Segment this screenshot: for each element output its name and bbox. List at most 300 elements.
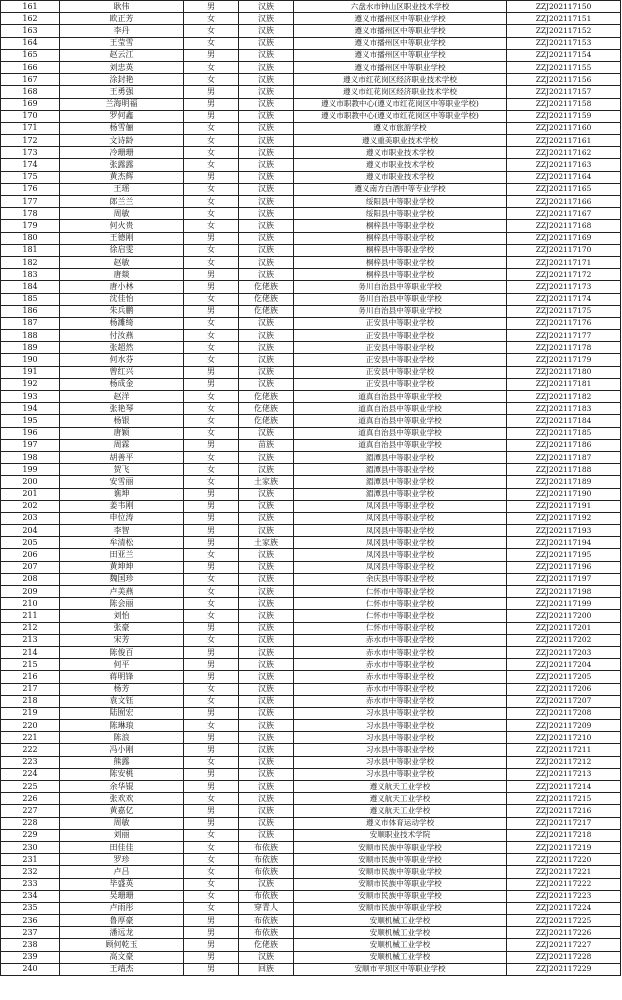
name-cell: 周霖 — [60, 439, 184, 451]
school-cell: 正安县中等职业学校 — [294, 330, 507, 342]
row-number-cell: 229 — [1, 829, 60, 841]
table-row — [1, 74, 621, 86]
table-row — [1, 293, 621, 305]
school-cell: 遵义市播州区中等职业学校 — [294, 37, 507, 49]
row-number-cell: 178 — [1, 208, 60, 220]
school-cell: 习水县中等职业学校 — [294, 768, 507, 780]
ethnicity-cell: 布依族 — [239, 890, 294, 902]
gender-cell: 男 — [184, 744, 239, 756]
certificate-id-cell: ZZJ202117195 — [507, 549, 621, 561]
row-number-cell: 170 — [1, 110, 60, 122]
school-cell: 湄潭县中等职业学校 — [294, 488, 507, 500]
certificate-id-cell: ZZJ202117201 — [507, 622, 621, 634]
table-row — [1, 451, 621, 463]
school-cell: 遵义市红花岗区经济职业技术学校 — [294, 86, 507, 98]
gender-cell: 男 — [184, 671, 239, 683]
row-number-cell: 203 — [1, 512, 60, 524]
ethnicity-cell: 土家族 — [239, 476, 294, 488]
ethnicity-cell: 汉族 — [239, 110, 294, 122]
gender-cell: 女 — [184, 244, 239, 256]
certificate-id-cell: ZZJ202117158 — [507, 98, 621, 110]
school-cell: 遵义航天工业学校 — [294, 805, 507, 817]
table-row — [1, 890, 621, 902]
school-cell: 习水县中等职业学校 — [294, 720, 507, 732]
table-row — [1, 586, 621, 598]
ethnicity-cell: 汉族 — [239, 244, 294, 256]
name-cell: 李智 — [60, 525, 184, 537]
gender-cell: 女 — [184, 196, 239, 208]
table-row — [1, 488, 621, 500]
ethnicity-cell: 汉族 — [239, 683, 294, 695]
school-cell: 赤水市中等职业学校 — [294, 671, 507, 683]
school-cell: 凤冈县中等职业学校 — [294, 500, 507, 512]
row-number-cell: 211 — [1, 610, 60, 622]
row-number-cell: 214 — [1, 646, 60, 658]
row-number-cell: 225 — [1, 781, 60, 793]
name-cell: 鲁厚豪 — [60, 915, 184, 927]
table-row — [1, 464, 621, 476]
ethnicity-cell: 汉族 — [239, 61, 294, 73]
certificate-id-cell: ZZJ202117180 — [507, 366, 621, 378]
table-row — [1, 720, 621, 732]
ethnicity-cell: 布依族 — [239, 854, 294, 866]
ethnicity-cell: 汉族 — [239, 464, 294, 476]
name-cell: 杨濉绮 — [60, 317, 184, 329]
name-cell: 杨银 — [60, 415, 184, 427]
name-cell: 朱兵鹏 — [60, 305, 184, 317]
row-number-cell: 233 — [1, 878, 60, 890]
ethnicity-cell: 汉族 — [239, 451, 294, 463]
gender-cell: 女 — [184, 122, 239, 134]
ethnicity-cell: 汉族 — [239, 74, 294, 86]
name-cell: 张欢欢 — [60, 793, 184, 805]
certificate-id-cell: ZZJ202117172 — [507, 269, 621, 281]
school-cell: 道真自治县中等职业学校 — [294, 439, 507, 451]
ethnicity-cell: 汉族 — [239, 756, 294, 768]
certificate-id-cell: ZZJ202117202 — [507, 634, 621, 646]
school-cell: 习水县中等职业学校 — [294, 744, 507, 756]
school-cell: 仁怀市中等职业学校 — [294, 586, 507, 598]
name-cell: 王德刚 — [60, 232, 184, 244]
certificate-id-cell: ZZJ202117219 — [507, 841, 621, 853]
school-cell: 务川自治县中等职业学校 — [294, 305, 507, 317]
table-row — [1, 927, 621, 939]
name-cell: 沈佳怡 — [60, 293, 184, 305]
gender-cell: 女 — [184, 391, 239, 403]
row-number-cell: 185 — [1, 293, 60, 305]
ethnicity-cell: 仡佬族 — [239, 415, 294, 427]
table-row — [1, 269, 621, 281]
table-row — [1, 598, 621, 610]
certificate-id-cell: ZZJ202117213 — [507, 768, 621, 780]
certificate-id-cell: ZZJ202117152 — [507, 25, 621, 37]
ethnicity-cell: 汉族 — [239, 744, 294, 756]
table-row — [1, 171, 621, 183]
gender-cell: 男 — [184, 439, 239, 451]
row-number-cell: 183 — [1, 269, 60, 281]
gender-cell: 男 — [184, 537, 239, 549]
gender-cell: 女 — [184, 220, 239, 232]
table-row — [1, 403, 621, 415]
school-cell: 绥阳县中等职业学校 — [294, 196, 507, 208]
name-cell: 卢雨彤 — [60, 902, 184, 914]
certificate-id-cell: ZZJ202117215 — [507, 793, 621, 805]
gender-cell: 男 — [184, 366, 239, 378]
certificate-id-cell: ZZJ202117189 — [507, 476, 621, 488]
name-cell: 姜韦刚 — [60, 500, 184, 512]
gender-cell: 女 — [184, 208, 239, 220]
name-cell: 付汝燕 — [60, 330, 184, 342]
table-row — [1, 317, 621, 329]
table-row — [1, 147, 621, 159]
row-number-cell: 212 — [1, 622, 60, 634]
school-cell: 遵义市职业技术学校 — [294, 159, 507, 171]
table-row — [1, 659, 621, 671]
school-cell: 安顺市民族中等职业学校 — [294, 854, 507, 866]
table-row — [1, 951, 621, 963]
ethnicity-cell: 汉族 — [239, 86, 294, 98]
row-number-cell: 168 — [1, 86, 60, 98]
gender-cell: 女 — [184, 415, 239, 427]
table-row — [1, 122, 621, 134]
table-row — [1, 196, 621, 208]
school-cell: 遵义南方白酒中等专业学校 — [294, 183, 507, 195]
name-cell: 张超然 — [60, 342, 184, 354]
name-cell: 胡善平 — [60, 451, 184, 463]
school-cell: 桐梓县中等职业学校 — [294, 244, 507, 256]
row-number-cell: 216 — [1, 671, 60, 683]
certificate-id-cell: ZZJ202117204 — [507, 659, 621, 671]
name-cell: 张艳琴 — [60, 403, 184, 415]
certificate-id-cell: ZZJ202117163 — [507, 159, 621, 171]
ethnicity-cell: 汉族 — [239, 732, 294, 744]
row-number-cell: 213 — [1, 634, 60, 646]
school-cell: 赤水市中等职业学校 — [294, 695, 507, 707]
certificate-id-cell: ZZJ202117200 — [507, 610, 621, 622]
certificate-id-cell: ZZJ202117182 — [507, 391, 621, 403]
certificate-id-cell: ZZJ202117216 — [507, 805, 621, 817]
table-row — [1, 549, 621, 561]
school-cell: 赤水市中等职业学校 — [294, 646, 507, 658]
gender-cell: 女 — [184, 573, 239, 585]
table-row — [1, 768, 621, 780]
table-row — [1, 220, 621, 232]
school-cell: 遵义市红花岗区经济职业技术学校 — [294, 74, 507, 86]
school-cell: 遵义市体育运动学校 — [294, 817, 507, 829]
school-cell: 仁怀市中等职业学校 — [294, 610, 507, 622]
ethnicity-cell: 汉族 — [239, 659, 294, 671]
ethnicity-cell: 汉族 — [239, 646, 294, 658]
row-number-cell: 202 — [1, 500, 60, 512]
gender-cell: 女 — [184, 793, 239, 805]
certificate-id-cell: ZZJ202117226 — [507, 927, 621, 939]
gender-cell: 男 — [184, 939, 239, 951]
row-number-cell: 215 — [1, 659, 60, 671]
table-row — [1, 86, 621, 98]
school-cell: 凤冈县中等职业学校 — [294, 512, 507, 524]
table-row — [1, 805, 621, 817]
gender-cell: 男 — [184, 86, 239, 98]
school-cell: 赤水市中等职业学校 — [294, 683, 507, 695]
row-number-cell: 182 — [1, 256, 60, 268]
certificate-id-cell: ZZJ202117198 — [507, 586, 621, 598]
school-cell: 习水县中等职业学校 — [294, 756, 507, 768]
name-cell: 谯坤 — [60, 488, 184, 500]
table-row — [1, 305, 621, 317]
table-row — [1, 135, 621, 147]
gender-cell: 女 — [184, 183, 239, 195]
certificate-id-cell: ZZJ202117187 — [507, 451, 621, 463]
name-cell: 贺飞 — [60, 464, 184, 476]
row-number-cell: 240 — [1, 963, 60, 975]
table-row — [1, 476, 621, 488]
ethnicity-cell: 汉族 — [239, 13, 294, 25]
table-row — [1, 110, 621, 122]
row-number-cell: 187 — [1, 317, 60, 329]
table-row — [1, 61, 621, 73]
gender-cell: 男 — [184, 488, 239, 500]
school-cell: 赤水市中等职业学校 — [294, 659, 507, 671]
table-row — [1, 98, 621, 110]
gender-cell: 女 — [184, 695, 239, 707]
row-number-cell: 167 — [1, 74, 60, 86]
gender-cell: 女 — [184, 330, 239, 342]
school-cell: 正安县中等职业学校 — [294, 366, 507, 378]
certificate-id-cell: ZZJ202117193 — [507, 525, 621, 537]
name-cell: 卢美燕 — [60, 586, 184, 598]
name-cell: 唐燚 — [60, 269, 184, 281]
table-row — [1, 366, 621, 378]
row-number-cell: 186 — [1, 305, 60, 317]
ethnicity-cell: 穿青人 — [239, 902, 294, 914]
school-cell: 仁怀市中等职业学校 — [294, 622, 507, 634]
school-cell: 六盘水市钟山区职业技术学校 — [294, 1, 507, 13]
ethnicity-cell: 仡佬族 — [239, 391, 294, 403]
gender-cell: 女 — [184, 586, 239, 598]
school-cell: 遵义市播州区中等职业学校 — [294, 13, 507, 25]
gender-cell: 女 — [184, 403, 239, 415]
name-cell: 顾何乾玉 — [60, 939, 184, 951]
certificate-id-cell: ZZJ202117162 — [507, 147, 621, 159]
row-number-cell: 230 — [1, 841, 60, 853]
certificate-id-cell: ZZJ202117225 — [507, 915, 621, 927]
name-cell: 徐启雯 — [60, 244, 184, 256]
name-cell: 何火贵 — [60, 220, 184, 232]
table-row — [1, 866, 621, 878]
row-number-cell: 218 — [1, 695, 60, 707]
name-cell: 黄杰辉 — [60, 171, 184, 183]
certificate-id-cell: ZZJ202117150 — [507, 1, 621, 13]
certificate-id-cell: ZZJ202117183 — [507, 403, 621, 415]
certificate-id-cell: ZZJ202117192 — [507, 512, 621, 524]
ethnicity-cell: 汉族 — [239, 1, 294, 13]
name-cell: 陈俊百 — [60, 646, 184, 658]
name-cell: 杨雪俪 — [60, 122, 184, 134]
gender-cell: 女 — [184, 610, 239, 622]
table-row — [1, 25, 621, 37]
row-number-cell: 238 — [1, 939, 60, 951]
school-cell: 桐梓县中等职业学校 — [294, 256, 507, 268]
row-number-cell: 222 — [1, 744, 60, 756]
ethnicity-cell: 汉族 — [239, 342, 294, 354]
certificate-id-cell: ZZJ202117197 — [507, 573, 621, 585]
certificate-id-cell: ZZJ202117211 — [507, 744, 621, 756]
ethnicity-cell: 仡佬族 — [239, 403, 294, 415]
table-row — [1, 646, 621, 658]
school-cell: 遵义市播州区中等职业学校 — [294, 61, 507, 73]
name-cell: 袁文钰 — [60, 695, 184, 707]
table-row — [1, 415, 621, 427]
ethnicity-cell: 仡佬族 — [239, 939, 294, 951]
gender-cell: 男 — [184, 622, 239, 634]
certificate-id-cell: ZZJ202117174 — [507, 293, 621, 305]
table-row — [1, 500, 621, 512]
ethnicity-cell: 汉族 — [239, 25, 294, 37]
row-number-cell: 209 — [1, 586, 60, 598]
ethnicity-cell: 汉族 — [239, 500, 294, 512]
ethnicity-cell: 汉族 — [239, 488, 294, 500]
certificate-id-cell: ZZJ202117184 — [507, 415, 621, 427]
row-number-cell: 219 — [1, 707, 60, 719]
gender-cell: 男 — [184, 951, 239, 963]
school-cell: 绥阳县中等职业学校 — [294, 208, 507, 220]
certificate-id-cell: ZZJ202117205 — [507, 671, 621, 683]
ethnicity-cell: 回族 — [239, 963, 294, 975]
table-row — [1, 342, 621, 354]
ethnicity-cell: 汉族 — [239, 330, 294, 342]
ethnicity-cell: 汉族 — [239, 781, 294, 793]
ethnicity-cell: 汉族 — [239, 427, 294, 439]
name-cell: 刘丽 — [60, 829, 184, 841]
certificate-id-cell: ZZJ202117161 — [507, 135, 621, 147]
row-number-cell: 179 — [1, 220, 60, 232]
certificate-id-cell: ZZJ202117221 — [507, 866, 621, 878]
school-cell: 湄潭县中等职业学校 — [294, 451, 507, 463]
table-row — [1, 37, 621, 49]
certificate-id-cell: ZZJ202117190 — [507, 488, 621, 500]
name-cell: 毕盛英 — [60, 878, 184, 890]
table-row — [1, 707, 621, 719]
name-cell: 王莹雪 — [60, 37, 184, 49]
name-cell: 王靖杰 — [60, 963, 184, 975]
gender-cell: 男 — [184, 378, 239, 390]
row-number-cell: 236 — [1, 915, 60, 927]
row-number-cell: 228 — [1, 817, 60, 829]
row-number-cell: 221 — [1, 732, 60, 744]
table-row — [1, 1, 621, 13]
school-cell: 遵义市职教中心(遵义市红花岗区中等职业学校) — [294, 98, 507, 110]
name-cell: 罗珍 — [60, 854, 184, 866]
name-cell: 张露露 — [60, 159, 184, 171]
certificate-id-cell: ZZJ202117217 — [507, 817, 621, 829]
row-number-cell: 175 — [1, 171, 60, 183]
name-cell: 吴珊珊 — [60, 890, 184, 902]
gender-cell: 女 — [184, 37, 239, 49]
gender-cell: 男 — [184, 805, 239, 817]
ethnicity-cell: 汉族 — [239, 829, 294, 841]
gender-cell: 男 — [184, 281, 239, 293]
certificate-id-cell: ZZJ202117153 — [507, 37, 621, 49]
row-number-cell: 217 — [1, 683, 60, 695]
row-number-cell: 210 — [1, 598, 60, 610]
gender-cell: 男 — [184, 98, 239, 110]
school-cell: 安顺市民族中等职业学校 — [294, 841, 507, 853]
school-cell: 习水县中等职业学校 — [294, 732, 507, 744]
name-cell: 陆囿宏 — [60, 707, 184, 719]
school-cell: 桐梓县中等职业学校 — [294, 220, 507, 232]
gender-cell: 女 — [184, 549, 239, 561]
ethnicity-cell: 汉族 — [239, 183, 294, 195]
school-cell: 道真自治县中等职业学校 — [294, 391, 507, 403]
certificate-id-cell: ZZJ202117199 — [507, 598, 621, 610]
certificate-id-cell: ZZJ202117207 — [507, 695, 621, 707]
table-row — [1, 232, 621, 244]
certificate-id-cell: ZZJ202117194 — [507, 537, 621, 549]
name-cell: 王瑶 — [60, 183, 184, 195]
row-number-cell: 165 — [1, 49, 60, 61]
row-number-cell: 192 — [1, 378, 60, 390]
gender-cell: 男 — [184, 1, 239, 13]
gender-cell: 男 — [184, 915, 239, 927]
school-cell: 余庆县中等职业学校 — [294, 573, 507, 585]
name-cell: 何平 — [60, 659, 184, 671]
table-row — [1, 744, 621, 756]
gender-cell: 男 — [184, 500, 239, 512]
table-row — [1, 671, 621, 683]
row-number-cell: 164 — [1, 37, 60, 49]
ethnicity-cell: 汉族 — [239, 49, 294, 61]
row-number-cell: 197 — [1, 439, 60, 451]
table-row — [1, 610, 621, 622]
certificate-id-cell: ZZJ202117224 — [507, 902, 621, 914]
certificate-id-cell: ZZJ202117203 — [507, 646, 621, 658]
ethnicity-cell: 土家族 — [239, 537, 294, 549]
row-number-cell: 163 — [1, 25, 60, 37]
name-cell: 郎兰兰 — [60, 196, 184, 208]
ethnicity-cell: 布依族 — [239, 841, 294, 853]
table-row — [1, 902, 621, 914]
row-number-cell: 198 — [1, 451, 60, 463]
table-row — [1, 634, 621, 646]
row-number-cell: 162 — [1, 13, 60, 25]
row-number-cell: 194 — [1, 403, 60, 415]
name-cell: 赵洋 — [60, 391, 184, 403]
certificate-id-cell: ZZJ202117173 — [507, 281, 621, 293]
ethnicity-cell: 汉族 — [239, 269, 294, 281]
row-number-cell: 180 — [1, 232, 60, 244]
name-cell: 张豪 — [60, 622, 184, 634]
certificate-id-cell: ZZJ202117208 — [507, 707, 621, 719]
row-number-cell: 196 — [1, 427, 60, 439]
ethnicity-cell: 汉族 — [239, 208, 294, 220]
ethnicity-cell: 汉族 — [239, 634, 294, 646]
ethnicity-cell: 汉族 — [239, 256, 294, 268]
table-row — [1, 573, 621, 585]
school-cell: 赤水市中等职业学校 — [294, 634, 507, 646]
school-cell: 遵义市职业技术学校 — [294, 171, 507, 183]
table-row — [1, 281, 621, 293]
table-row — [1, 378, 621, 390]
name-cell: 高文豪 — [60, 951, 184, 963]
row-number-cell: 161 — [1, 1, 60, 13]
school-cell: 遵义航天工业学校 — [294, 781, 507, 793]
name-cell: 田亚兰 — [60, 549, 184, 561]
table-row — [1, 354, 621, 366]
name-cell: 罗何鑫 — [60, 110, 184, 122]
ethnicity-cell: 汉族 — [239, 366, 294, 378]
name-cell: 唐颖 — [60, 427, 184, 439]
school-cell: 仁怀市中等职业学校 — [294, 598, 507, 610]
